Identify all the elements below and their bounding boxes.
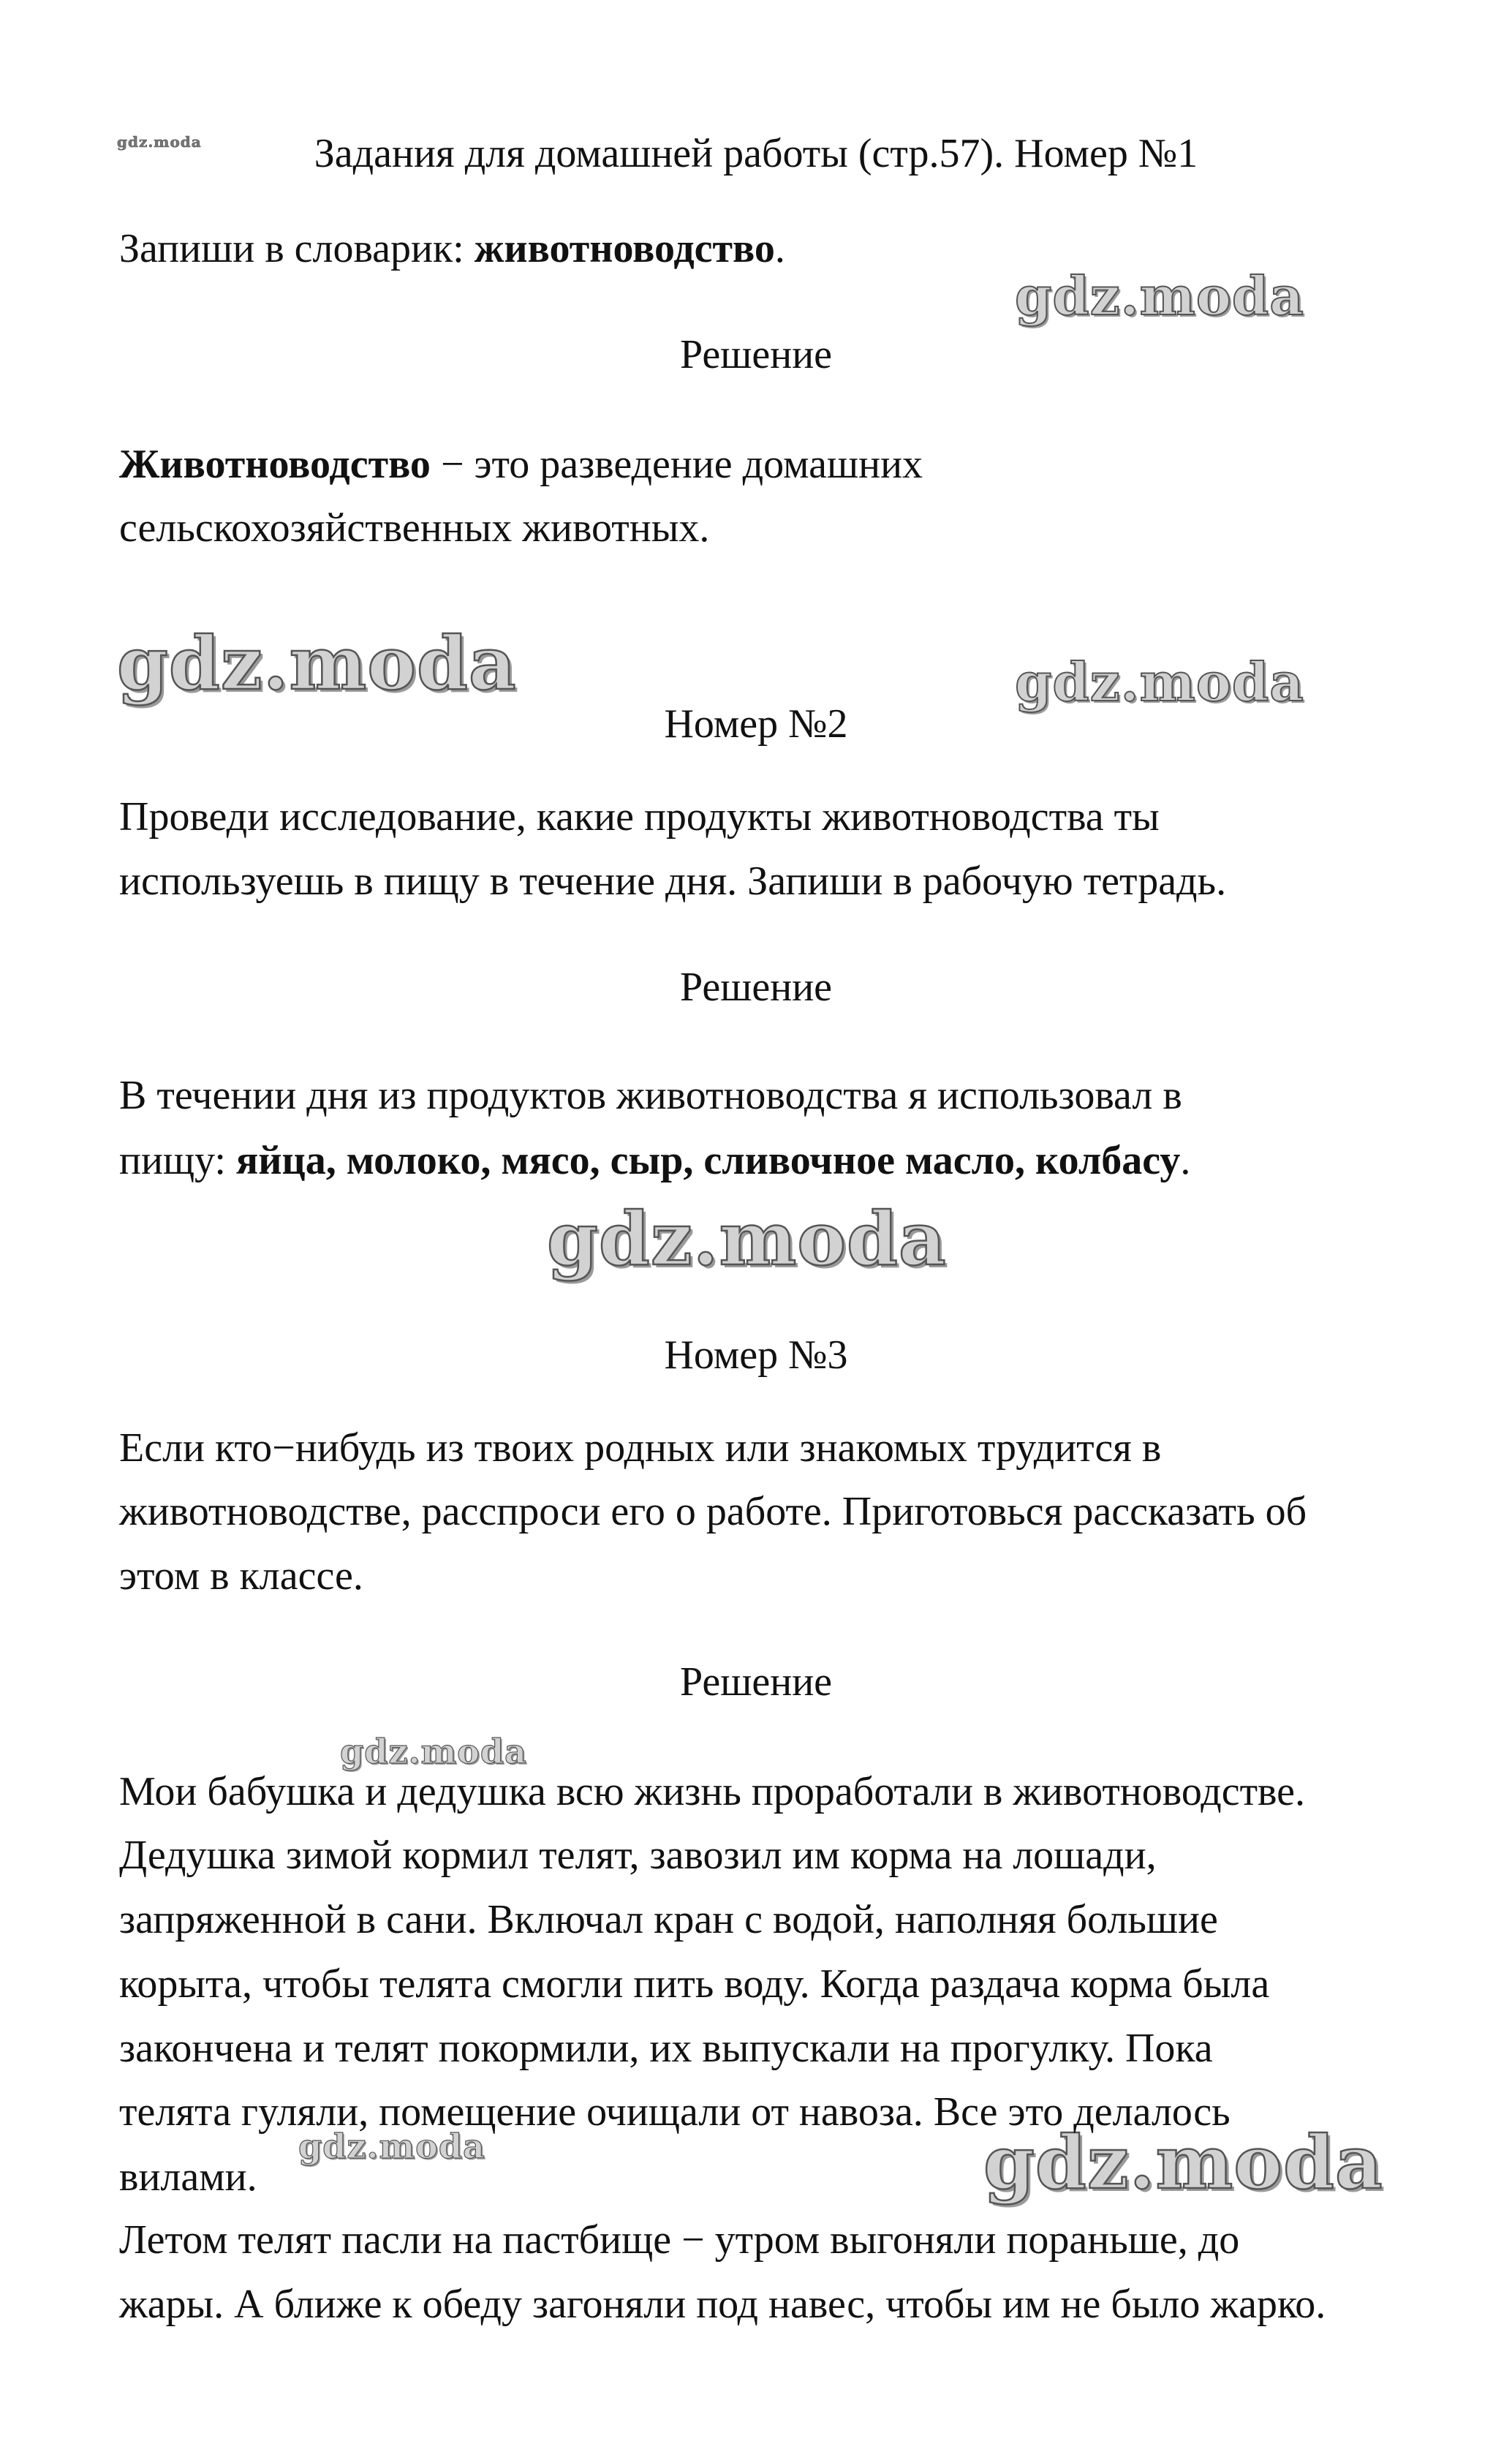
task3-answer-line: корыта, чтобы телята смогли пить воду. Когда раздача корма была bbox=[119, 1961, 1270, 2007]
task3-answer-line: закончена и телят покормили, их выпускали на прогулку. Пока bbox=[119, 2026, 1213, 2071]
task3-answer-line: вилами. bbox=[119, 2154, 257, 2200]
watermark: gdz.moda bbox=[298, 2127, 485, 2166]
task2-heading: Номер №2 bbox=[664, 701, 848, 747]
task1-solution-heading: Решение bbox=[679, 332, 833, 377]
task1-prompt: Запиши в словарик: животноводство. bbox=[119, 226, 785, 271]
task2-answer-line: В течении дня из продуктов животноводства я использовал в bbox=[119, 1073, 1182, 1118]
task2-answer-products: яйца, молоко, мясо, сыр, сливочное масло, колбасу bbox=[235, 1138, 1181, 1183]
task3-answer-line: жары. А ближе к обеду загоняли под навес, чтобы им не было жарко. bbox=[119, 2282, 1326, 2327]
task2-answer-line: пищу: яйца, молоко, мясо, сыр, сливочное масло, колбасу. bbox=[119, 1138, 1191, 1183]
task1-answer-term: Животноводство bbox=[119, 442, 431, 487]
watermark: gdz.moda bbox=[340, 1732, 527, 1771]
task1-answer-line: Животноводство − это разведение домашних bbox=[119, 442, 923, 487]
task1-answer-line: сельскохозяйственных животных. bbox=[119, 505, 710, 551]
task2-solution-heading: Решение bbox=[679, 965, 833, 1010]
task3-answer-line: Летом телят пасли на пастбище − утром выгоняли пораньше, до bbox=[119, 2217, 1240, 2263]
task3-heading: Номер №3 bbox=[664, 1332, 848, 1378]
watermark: gdz.moda bbox=[1015, 651, 1304, 713]
task3-answer-line: Мои бабушка и дедушка всю жизнь проработали в животноводстве. bbox=[119, 1769, 1306, 1814]
task3-prompt-line: Если кто−нибудь из твоих родных или знакомых трудится в bbox=[119, 1425, 1162, 1471]
watermark-large: gdz.moda bbox=[547, 1196, 947, 1282]
page-title: Задания для домашней работы (стр.57). Номер №1 bbox=[314, 131, 1198, 176]
watermark: gdz.moda bbox=[1015, 265, 1304, 327]
watermark-small: gdz.moda bbox=[117, 133, 202, 151]
task3-solution-heading: Решение bbox=[679, 1659, 833, 1705]
watermark-large: gdz.moda bbox=[983, 2119, 1383, 2206]
task3-answer-line: запряженной в сани. Включал кран с водой, наполняя большие bbox=[119, 1897, 1218, 1942]
task1-prompt-term: животноводство bbox=[474, 226, 775, 271]
task3-prompt-line: этом в классе. bbox=[119, 1553, 363, 1599]
task3-prompt-line: животноводстве, расспроси его о работе. Приготовься рассказать об bbox=[119, 1489, 1307, 1534]
task3-answer-line: телята гуляли, помещение очищали от навоза. Все это делалось bbox=[119, 2089, 1231, 2135]
watermark-large: gdz.moda bbox=[117, 620, 517, 706]
task2-prompt-line: Проведи исследование, какие продукты животноводства ты bbox=[119, 794, 1160, 840]
task2-prompt-line: используешь в пищу в течение дня. Запиши в рабочую тетрадь. bbox=[119, 859, 1227, 904]
task3-answer-line: Дедушка зимой кормил телят, завозил им корма на лошади, bbox=[119, 1833, 1157, 1878]
